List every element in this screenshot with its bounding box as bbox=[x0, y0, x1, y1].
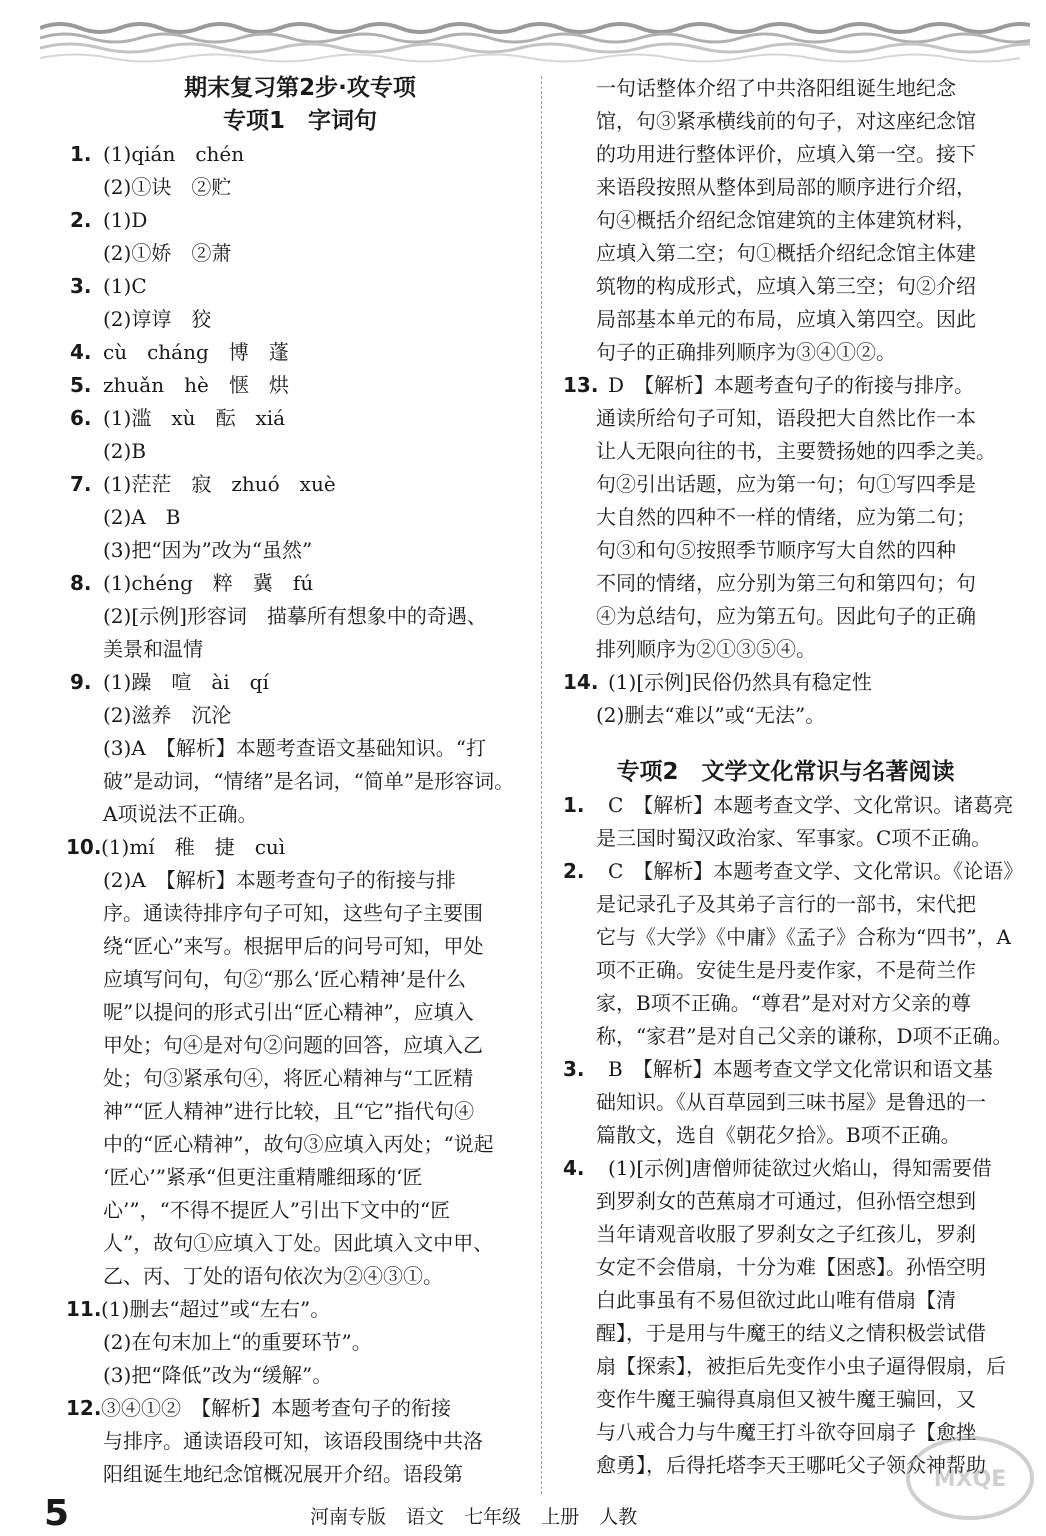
answer-text: 神”“匠人精神”进行比较，且“它”指代句④ bbox=[103, 1099, 475, 1123]
answer-text: (1)滥 xù 酝 xiá bbox=[103, 406, 286, 430]
answer-text: 家，B项不正确。“尊君”是对对方父亲的尊 bbox=[596, 991, 972, 1015]
answer-text: (2)在句末加上“的重要环节”。 bbox=[103, 1330, 372, 1354]
answer-text: (2)A 【解析】本题考查句子的衔接与排 bbox=[103, 868, 456, 892]
answer-text: 醒】，于是用与牛魔王的结义之情积极尝试借 bbox=[596, 1321, 986, 1345]
answer-line bbox=[563, 303, 1008, 336]
question-number: 6. bbox=[70, 406, 92, 430]
section-heading: 专项2 文学文化常识与名著阅读 bbox=[616, 759, 955, 785]
answer-text: 与八戒合力与牛魔王打斗欲夺回扇子【愈挫 bbox=[596, 1420, 976, 1444]
question-number: 4. bbox=[70, 340, 92, 364]
answer-text: 白此事虽有不易但欲过此山唯有借扇【清 bbox=[596, 1288, 956, 1312]
edition-info: 河南专版 语文 七年级 上册 人教 bbox=[310, 1506, 638, 1528]
answer-text: (2)删去“难以”或“无法”。 bbox=[596, 703, 826, 727]
question-number: 1. bbox=[70, 142, 92, 166]
answer-text: (2)①娇 ②萧 bbox=[103, 241, 232, 265]
answer-line bbox=[70, 1425, 530, 1458]
answer-text: (2)谆谆 狡 bbox=[103, 307, 212, 331]
answer-item bbox=[70, 567, 530, 600]
answer-item bbox=[70, 666, 530, 699]
answer-line bbox=[563, 1119, 1008, 1152]
answer-line bbox=[563, 1020, 1013, 1053]
answer-text: (1)D bbox=[103, 208, 148, 232]
answer-text: 绕“匠心”来写。根据甲后的问号可知，甲处 bbox=[103, 934, 484, 958]
header-wave-band bbox=[40, 18, 1030, 66]
answer-text: (1)躁 喧 ài qí bbox=[103, 670, 269, 694]
answer-line bbox=[70, 798, 530, 831]
answer-line bbox=[70, 897, 530, 930]
right-column bbox=[563, 72, 1024, 1482]
answer-line bbox=[70, 534, 530, 567]
answer-line bbox=[563, 138, 1008, 171]
answer-line bbox=[563, 633, 1008, 666]
answer-line bbox=[563, 237, 1008, 270]
answer-text: 应填写问句，句②“那么‘匠心精神’是什么 bbox=[103, 967, 466, 991]
answer-text: (1)[示例]唐僧师徒欲过火焰山，得知需要借 bbox=[608, 1156, 992, 1180]
answer-line bbox=[70, 963, 530, 996]
answer-line bbox=[563, 567, 1008, 600]
answer-line bbox=[70, 1161, 530, 1194]
answer-line bbox=[563, 1251, 1008, 1284]
answer-text: 扇【探索】，被拒后先变作小虫子逼得假扇，后 bbox=[596, 1354, 1006, 1378]
answer-item bbox=[563, 1152, 1008, 1185]
answer-line bbox=[70, 1095, 530, 1128]
answer-item bbox=[563, 1053, 1008, 1086]
answer-line bbox=[563, 171, 1008, 204]
answer-text: (1)删去“超过”或“左右”。 bbox=[101, 1297, 331, 1321]
answer-text: 大自然的四种不一样的情绪，应为第二句； bbox=[596, 505, 976, 529]
answer-item bbox=[66, 831, 530, 864]
answer-item bbox=[70, 402, 530, 435]
answer-text: 甲处；句④是对句②问题的回答，应填入乙 bbox=[103, 1033, 483, 1057]
answer-line bbox=[70, 1359, 530, 1392]
answer-line bbox=[70, 1260, 530, 1293]
question-number: 8. bbox=[70, 571, 92, 595]
answer-text: A项说法不正确。 bbox=[103, 802, 258, 826]
answer-text: 它与《大学》《中庸》《孟子》合称为“四书”，A bbox=[596, 925, 1011, 949]
answer-text: 来语段按照从整体到局部的顺序进行介绍， bbox=[596, 175, 976, 199]
answer-line bbox=[563, 987, 1008, 1020]
answer-text: 一句话整体介绍了中共洛阳组诞生地纪念 bbox=[596, 76, 956, 100]
answer-text: (1)chéng 粹 冀 fú bbox=[103, 571, 314, 595]
answer-text: 心’”，“不得不提匠人”引出下文中的“匠 bbox=[103, 1198, 451, 1222]
question-number: 2. bbox=[563, 859, 585, 883]
answer-item bbox=[70, 468, 530, 501]
answer-text: (2)[示例]形容词 描摹所有想象中的奇遇、 bbox=[103, 604, 487, 628]
answer-text: cù cháng 博 蓬 bbox=[103, 340, 289, 364]
answer-text: 乙、丙、丁处的语句依次为②④③①。 bbox=[103, 1264, 443, 1288]
answer-text: (3)把“降低”改为“缓解”。 bbox=[103, 1363, 333, 1387]
answer-text: 馆，句③紧承横线前的句子，对这座纪念馆 bbox=[596, 109, 976, 133]
answer-text: 当年请观音收服了罗刹女之子红孩儿，罗刹 bbox=[596, 1222, 976, 1246]
answer-item bbox=[563, 855, 1024, 888]
answer-text: 变作牛魔王骗得真扇但又被牛魔王骗回，又 bbox=[596, 1387, 976, 1411]
answer-line bbox=[563, 600, 1008, 633]
question-number: 1. bbox=[563, 793, 585, 817]
answer-line bbox=[563, 822, 1008, 855]
answer-text: 到罗刹女的芭蕉扇才可通过，但孙悟空想到 bbox=[596, 1189, 976, 1213]
answer-text: 序。通读待排序句子可知，这些句子主要围 bbox=[103, 901, 483, 925]
answer-line bbox=[70, 1062, 530, 1095]
answer-line bbox=[70, 1128, 530, 1161]
answer-text: (2)A B bbox=[103, 505, 181, 529]
answer-item bbox=[66, 1293, 530, 1326]
answer-line bbox=[563, 402, 1008, 435]
answer-line bbox=[70, 633, 530, 666]
answer-item bbox=[70, 270, 530, 303]
answer-text: 句④概括介绍纪念馆建筑的主体建筑材料， bbox=[596, 208, 976, 232]
answer-line bbox=[563, 699, 1008, 732]
answer-text: 不同的情绪，应分别为第三句和第四句；句 bbox=[596, 571, 976, 595]
left-column bbox=[66, 72, 530, 1491]
question-number: 10. bbox=[66, 835, 102, 859]
answer-text: 呢”以提问的形式引出“匠心精神”，应填入 bbox=[103, 1000, 474, 1024]
answer-line bbox=[563, 501, 1008, 534]
answer-text: 句子的正确排列顺序为③④①②。 bbox=[596, 340, 896, 364]
question-number: 3. bbox=[563, 1057, 585, 1081]
answer-text: 的功用进行整体评价，应填入第一空。接下 bbox=[596, 142, 976, 166]
answer-line bbox=[70, 1194, 530, 1227]
question-number: 7. bbox=[70, 472, 92, 496]
section-heading-1: 专项1 字词句 bbox=[222, 108, 377, 134]
answer-text: 破”是动词，“情绪”是名词，“简单”是形容词。 bbox=[103, 769, 515, 793]
question-number: 5. bbox=[70, 373, 92, 397]
answer-text: (1)mí 稚 捷 cuì bbox=[101, 835, 286, 859]
answer-text: 人”，故句①应填入丁处。因此填入文中甲、 bbox=[103, 1231, 494, 1255]
answer-line bbox=[563, 336, 1008, 369]
answer-text: 篇散文，选自《朝花夕拾》。B项不正确。 bbox=[596, 1123, 961, 1147]
answer-text: (3)A 【解析】本题考查语文基础知识。“打 bbox=[103, 736, 486, 760]
question-number: 9. bbox=[70, 670, 92, 694]
answer-line bbox=[70, 237, 530, 270]
answer-text: (1)茫茫 寂 zhuó xuè bbox=[103, 472, 336, 496]
answer-text: 是记录孔子及其弟子言行的一部书，宋代把 bbox=[596, 892, 976, 916]
answer-line bbox=[563, 1317, 1008, 1350]
answer-text: 应填入第二空；句①概括介绍纪念馆主体建 bbox=[596, 241, 976, 265]
answer-text: 础知识。《从百草园到三味书屋》是鲁迅的一 bbox=[596, 1090, 986, 1114]
answer-text: 让人无限向往的书，主要赞扬她的四季之美。 bbox=[596, 439, 996, 463]
answer-line bbox=[70, 930, 530, 963]
answer-text: 愈勇】，后得托塔李天王哪吒父子领众神帮助 bbox=[596, 1453, 986, 1477]
answer-line bbox=[70, 765, 530, 798]
answer-text: 美景和温情 bbox=[103, 637, 203, 661]
answer-item bbox=[70, 138, 530, 171]
answer-line bbox=[563, 1284, 1008, 1317]
answer-text: 处；句③紧承句④，将匠心精神与“工匠精 bbox=[103, 1066, 474, 1090]
question-number: 4. bbox=[563, 1156, 585, 1180]
answer-line bbox=[70, 303, 530, 336]
answer-line bbox=[563, 1218, 1008, 1251]
answer-text: zhuǎn hè 惬 烘 bbox=[103, 373, 289, 397]
answer-line bbox=[70, 732, 530, 765]
answer-line bbox=[70, 699, 530, 732]
answer-text: 排列顺序为②①③⑤④。 bbox=[596, 637, 816, 661]
answer-text: (2)B bbox=[103, 439, 147, 463]
answer-text: (3)把“因为”改为“虽然” bbox=[103, 538, 313, 562]
answer-text: (1)[示例]民俗仍然具有稳定性 bbox=[608, 670, 872, 694]
answer-item bbox=[563, 369, 1008, 402]
answer-line bbox=[70, 171, 530, 204]
question-number: 14. bbox=[563, 670, 599, 694]
answer-item bbox=[70, 369, 530, 402]
answer-line bbox=[563, 105, 1008, 138]
svg-text:MXQE: MXQE bbox=[933, 1467, 1007, 1492]
answer-text: 女定不会借扇，十分为难【困惑】。孙悟空明 bbox=[596, 1255, 986, 1279]
answer-line bbox=[563, 1383, 1008, 1416]
answer-line bbox=[70, 501, 530, 534]
section-gap bbox=[563, 732, 1008, 756]
answer-text: (1)C bbox=[103, 274, 147, 298]
answer-line bbox=[70, 435, 530, 468]
answer-item bbox=[70, 336, 530, 369]
answer-line bbox=[563, 468, 1008, 501]
question-number: 2. bbox=[70, 208, 92, 232]
page-footer bbox=[0, 1494, 1046, 1536]
answer-line bbox=[563, 888, 1008, 921]
answer-text: C 【解析】本题考查文学、文化常识。诸葛亮 bbox=[608, 793, 1014, 817]
page-title: 期末复习第2步·攻专项 bbox=[184, 75, 416, 101]
answer-text: (2)①诀 ②贮 bbox=[103, 175, 232, 199]
answer-line bbox=[563, 954, 1008, 987]
answer-item bbox=[563, 666, 1008, 699]
page-number: 5 bbox=[44, 1493, 70, 1534]
answer-line bbox=[563, 1350, 1008, 1383]
answer-text: 通读所给句子可知，语段把大自然比作一本 bbox=[596, 406, 976, 430]
answer-text: ③④①② 【解析】本题考查句子的衔接 bbox=[101, 1396, 451, 1420]
answer-text: 称，“家君”是对自己父亲的谦称，D项不正确。 bbox=[596, 1024, 1013, 1048]
answer-line bbox=[70, 1326, 530, 1359]
answer-text: D 【解析】本题考查句子的衔接与排序。 bbox=[608, 373, 975, 397]
answer-line bbox=[70, 1227, 530, 1260]
answer-text: ‘匠心’”紧承“但更注重精雕细琢的‘匠 bbox=[103, 1165, 423, 1189]
answer-line bbox=[563, 435, 1008, 468]
question-number: 12. bbox=[66, 1396, 102, 1420]
answer-text: 局部基本单元的布局，应填入第四空。因此 bbox=[596, 307, 976, 331]
answer-line bbox=[70, 1029, 530, 1062]
question-number: 11. bbox=[66, 1297, 102, 1321]
answer-line bbox=[70, 864, 530, 897]
answer-text: 中的“匠心精神”，故句③应填入丙处；“说起 bbox=[103, 1132, 494, 1156]
column-divider bbox=[541, 76, 542, 1494]
answer-line bbox=[563, 1185, 1008, 1218]
answer-text: C 【解析】本题考查文学、文化常识。《论语》 bbox=[608, 859, 1024, 883]
answer-text: 句③和句⑤按照季节顺序写大自然的四种 bbox=[596, 538, 956, 562]
watermark-logo bbox=[900, 1428, 1040, 1528]
answer-item bbox=[70, 204, 530, 237]
answer-line bbox=[563, 1086, 1008, 1119]
answer-item bbox=[66, 1392, 530, 1425]
answer-text: 句②引出话题，应为第一句；句①写四季是 bbox=[596, 472, 976, 496]
question-number: 13. bbox=[563, 373, 599, 397]
answer-text: 是三国时蜀汉政治家、军事家。C项不正确。 bbox=[596, 826, 992, 850]
answer-text: 筑物的构成形式，应填入第三空；句②介绍 bbox=[596, 274, 976, 298]
answer-line bbox=[563, 270, 1008, 303]
answer-line bbox=[70, 996, 530, 1029]
answer-item bbox=[563, 789, 1014, 822]
answer-line bbox=[563, 204, 1008, 237]
answer-text: (2)滋养 沉沦 bbox=[103, 703, 232, 727]
answer-text: (1)qián chén bbox=[103, 142, 245, 166]
answer-line bbox=[563, 534, 1008, 567]
answer-line bbox=[563, 72, 1008, 105]
answer-text: 项不正确。安徒生是丹麦作家，不是荷兰作 bbox=[596, 958, 976, 982]
answer-line bbox=[70, 600, 530, 633]
answer-text: ④为总结句，应为第五句。因此句子的正确 bbox=[596, 604, 976, 628]
answer-text: 阳组诞生地纪念馆概况展开介绍。语段第 bbox=[103, 1462, 463, 1486]
answer-text: 与排序。通读语段可知，该语段围绕中共洛 bbox=[103, 1429, 483, 1453]
answer-text: B 【解析】本题考查文学文化常识和语文基 bbox=[608, 1057, 993, 1081]
answer-line bbox=[563, 921, 1011, 954]
question-number: 3. bbox=[70, 274, 92, 298]
answer-line bbox=[70, 1458, 530, 1491]
